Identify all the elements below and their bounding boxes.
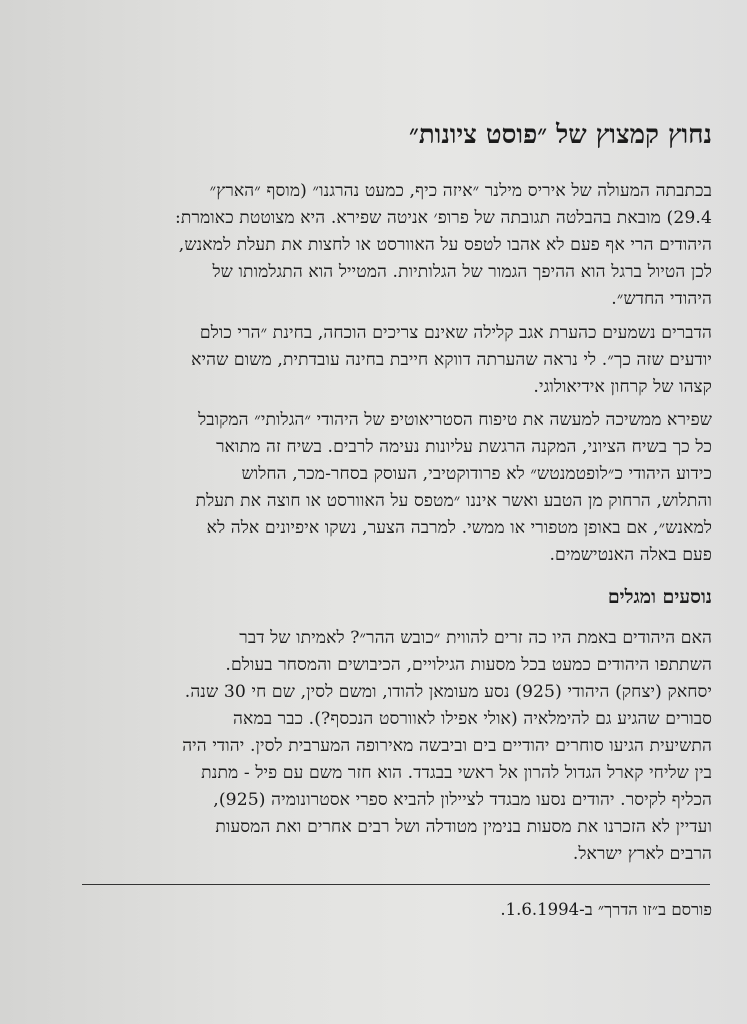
paragraph-4 bbox=[62, 625, 712, 868]
text-line: פעם באלה האנטישמים. bbox=[549, 545, 712, 565]
text-line: השתתפו היהודים כמעט בכל מסעות הגילויים, הכיבושים והמסחר בעולם. bbox=[225, 655, 712, 675]
text-line: התשיעית הגיעו סוחרים יהודיים בים וביבשה מאירופה המערבית לסין. יהודי היה bbox=[182, 736, 712, 756]
text-line: יסחאק (יצחק) היהודי (925) נסע מעומאן להודו, ומשם לסין, שם חי 30 שנה. bbox=[184, 682, 712, 702]
text-line: הרבים לארץ ישראל. bbox=[572, 844, 712, 864]
text-line: שפירא ממשיכה למעשה את טיפוח הסטריאוטיפ של היהודי ״הגלותי״ המקובל bbox=[198, 410, 712, 430]
text-line: יודעים שזה כך״. לי נראה שהערתה דווקא חייבת בחינה עובדתית, משום שהיא bbox=[191, 350, 712, 370]
text-line: סבורים שהגיע גם להימלאיה (אולי אפילו לאוורסט הנכסף?). כבר במאה bbox=[233, 709, 712, 729]
text-line: בין שליחי קארל הגדול להרון אל ראשי בבגדד. הוא חזר משם עם פיל - מתנת bbox=[201, 763, 712, 783]
text-line: למאנש״, אם באופן מטפורי או ממשי. למרבה הצער, נשקו איפיונים אלה לא bbox=[206, 518, 712, 538]
text-line: הכליף לקיסר. יהודים נסעו מבגדד לציילון להביא ספרי אסטרונומיה (925), bbox=[213, 790, 712, 810]
publication-note: פורסם ב״זו הדרך״ ב-1.6.1994. bbox=[500, 900, 712, 919]
text-line: והתלוש, הרחוק מן הטבע ואשר איננו ״מטפס על האוורסט או חוצה את תעלת bbox=[195, 491, 712, 511]
article-title: נחוץ קמצוץ של ״פוסט ציונות״ bbox=[408, 120, 712, 150]
footer-divider bbox=[82, 884, 710, 885]
paragraph-1 bbox=[62, 178, 712, 313]
text-line: 29.4) מובאת בהבלטה תגובתה של פרופ׳ אניטה שפירא. היא מצוטטת כאומרת: bbox=[174, 208, 712, 228]
section-heading: נוסעים ומגלים bbox=[607, 586, 712, 608]
text-line: בכתבתה המעולה של איריס מילנר ״איזה כיף, כמעט נהרגנו״ (מוסף ״הארץ״ bbox=[209, 181, 712, 201]
text-line: כל כך בשיח הציוני, המקנה הרגשת עליונות נעימה לרבים. בשיח זה מתואר bbox=[216, 437, 712, 457]
text-line: הדברים נשמעים כהערת אגב קלילה שאינם צריכים הוכחה, בחינת ״הרי כולם bbox=[199, 323, 712, 343]
text-line: קצהו של קרחון אידיאולוגי. bbox=[533, 377, 712, 397]
paragraph-3 bbox=[62, 407, 712, 569]
text-line: האם היהודים באמת היו כה זרים להווית ״כובש ההר״? לאמיתו של דבר bbox=[239, 628, 712, 648]
text-line: ועדיין לא הזכרנו את מסעות בנימין מטודלה ושל רבים אחרים ואת המסעות bbox=[215, 817, 712, 837]
paragraph-2 bbox=[62, 320, 712, 401]
text-line: היהודים הרי אף פעם לא אהבו לטפס על האוורסט או לחצות את תעלת למאנש, bbox=[178, 235, 712, 255]
text-line: כידוע היהודי כ״לופטמנטש״ לא פרודוקטיבי, העוסק בסחר-מכר, החלוש bbox=[241, 464, 712, 484]
text-line: היהודי החדש״. bbox=[611, 289, 712, 309]
text-line: לכן הטיול ברגל הוא ההיפך הגמור של הגלותיות. המטייל הוא התגלמותו של bbox=[212, 262, 712, 282]
